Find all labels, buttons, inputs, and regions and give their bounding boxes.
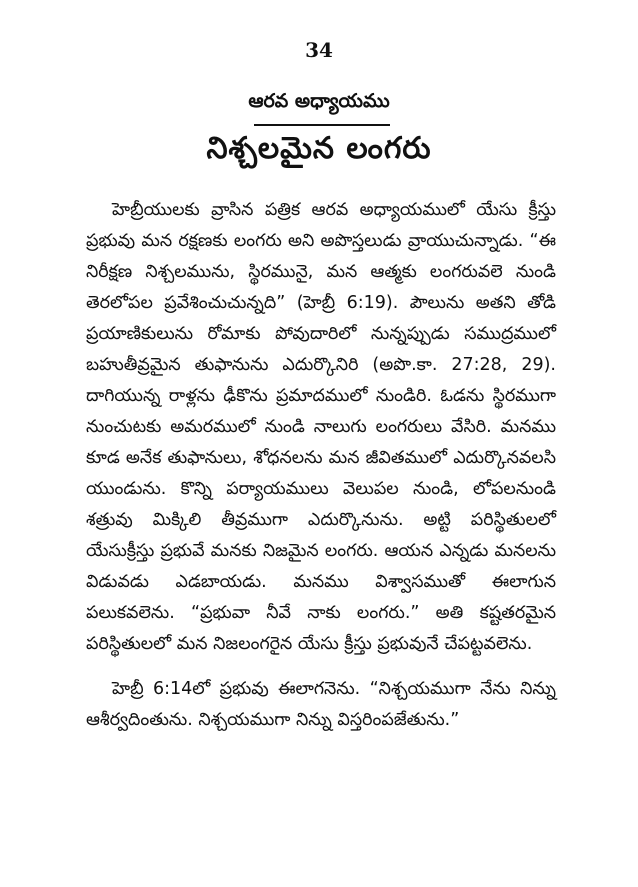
chapter-underline bbox=[254, 124, 390, 126]
paragraph: హెబ్రీయులకు వ్రాసిన పత్రిక ఆరవ అధ్యాయములో యేసు క్రీస్తు ప్రభువు మన రక్షణకు లంగరు అని అపొస్తలుడు వ్రాయుచున్నాడు. “ఈ నిరీక్షణ నిశ్చలమును, స్థిరమునై, మన ఆత్మకు లంగరువలె నుండి తెరలోపల ప్రవేశించుచున్నది” (హెబ్రీ 6:19). పౌలును అతని తోడి ప్రయాణికులును రోమాకు పోవుదారిలో నున్నప్పుడు సముద్రములో బహుతీవ్రమైన తుఫానును ఎదుర్కొనిరి (అపొ.కా. 27:28, 29). దాగియున్న రాళ్లను ఢీకొను ప్రమాదములో నుండిరి. ఓడను స్థిరముగా నుంచుటకు అమరములో నుండి నాలుగు లంగరులు వేసిరి. మనము కూడ అనేక తుఫానులు, శోధనలను మన జీవితములో ఎదుర్కొనవలసి యుండును. కొన్ని పర్యాయములు వెలుపల నుండి, లోపలనుండి శత్రువు మిక్కిలి తీవ్రముగా ఎదుర్కొనును. అట్టి పరిస్థితులలో యేసుక్రీస్తు ప్రభువే మనకు నిజమైన లంగరు. ఆయన ఎన్నడు మనలను విడువడు ఎడబాయడు. మనము విశ్వాసముతో ఈలాగున పలుకవలెను. “ప్రభువా నీవే నాకు లంగరు.” అతి కష్టతరమైన పరిస్థితులలో మన నిజలంగరైన యేసు క్రీస్తు ప్రభువునే చేపట్టవలెను. bbox=[86, 200, 556, 654]
body-text bbox=[86, 195, 556, 736]
chapter-label: ఆరవ అధ్యాయము bbox=[248, 90, 390, 112]
paragraph: హెబ్రీ 6:14లో ప్రభువు ఈలాగనెను. “నిశ్చయముగా నేను నిన్ను ఆశీర్వదింతును. నిశ్చయముగా నిన్ను విస్తరింపజేతును.” bbox=[86, 679, 556, 730]
chapter-title: నిశ్చలమైన లంగరు bbox=[206, 131, 432, 166]
page-number: 34 bbox=[305, 38, 333, 62]
